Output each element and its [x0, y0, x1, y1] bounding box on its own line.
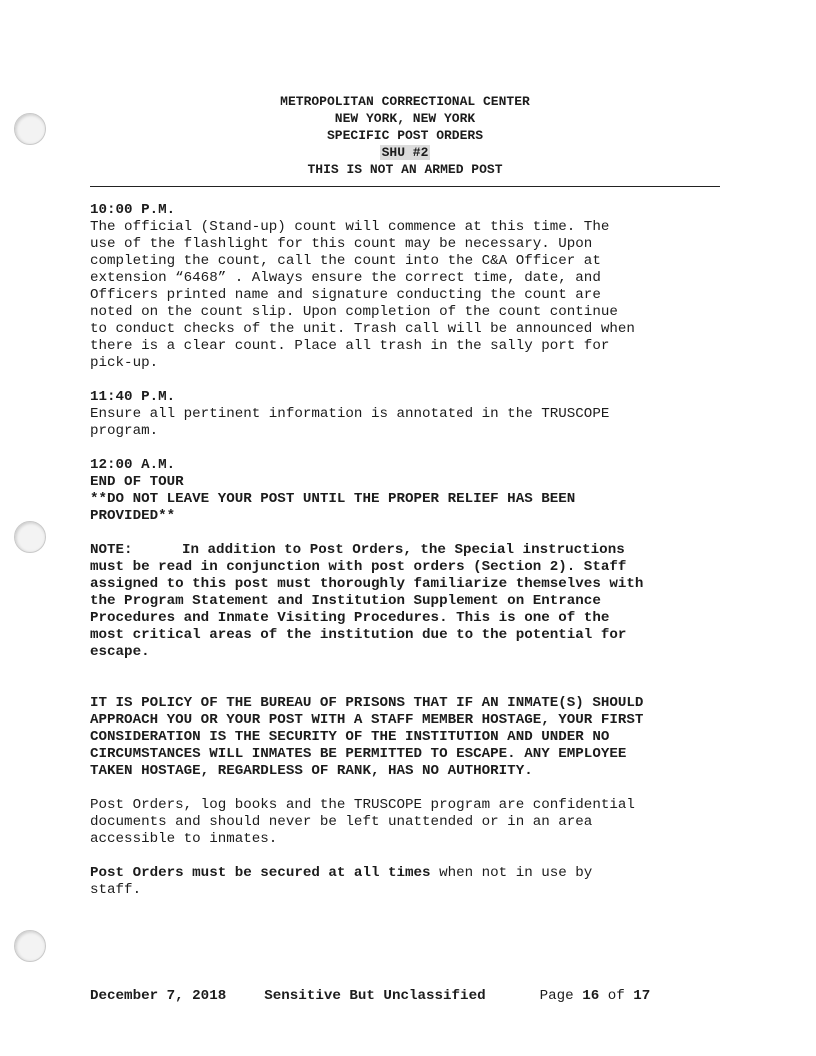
text-line: to conduct checks of the unit. Trash call will be announced when — [90, 321, 635, 337]
post-name-highlight: SHU #2 — [381, 145, 429, 160]
end-of-tour-label: END OF TOUR — [90, 474, 184, 490]
text-line: the Program Statement and Institution Supplement on Entrance — [90, 593, 601, 609]
text-line: APPROACH YOU OR YOUR POST WITH A STAFF MEMBER HOSTAGE, YOUR FIRST — [90, 712, 644, 728]
note-label: NOTE: — [90, 542, 133, 558]
binder-hole — [14, 930, 46, 962]
text-line: Post Orders, log books and the TRUSCOPE program are confidential — [90, 797, 635, 813]
binder-hole — [14, 521, 46, 553]
text-line: completing the count, call the count into the C&A Officer at — [90, 253, 601, 269]
text-line: there is a clear count. Place all trash in the sally port for — [90, 338, 610, 354]
binder-hole — [14, 113, 46, 145]
text-line: most critical areas of the institution due to the potential for — [90, 627, 627, 643]
section-2340 — [90, 389, 730, 440]
text-line: escape. — [90, 644, 150, 660]
page-footer — [90, 988, 730, 1005]
confidential-block — [90, 797, 730, 848]
footer-page-number: 16 — [582, 988, 600, 1004]
header-armed-status: THIS IS NOT AN ARMED POST — [307, 162, 503, 177]
section-time: 12:00 A.M. — [90, 457, 176, 473]
text-line: must be read in conjunction with post orders (Section 2). Staff — [90, 559, 627, 575]
text-line: when not in use by — [430, 865, 593, 881]
header-post-name — [90, 144, 720, 161]
relief-warning: PROVIDED** — [90, 508, 176, 524]
text-line: TAKEN HOSTAGE, REGARDLESS OF RANK, HAS NO AUTHORITY. — [90, 763, 533, 779]
text-line: Officers printed name and signature conducting the count are — [90, 287, 601, 303]
secured-emphasis: Post Orders must be secured at all times — [90, 865, 431, 881]
footer-page-prefix: Page — [539, 988, 583, 1004]
secured-block — [90, 865, 730, 899]
text-line: assigned to this post must thoroughly familiarize themselves with — [90, 576, 644, 592]
text-line: In addition to Post Orders, the Special instructions — [182, 542, 625, 558]
text-line: Ensure all pertinent information is annotated in the TRUSCOPE — [90, 406, 610, 422]
footer-date: December 7, 2018 — [90, 988, 227, 1004]
section-time: 11:40 P.M. — [90, 389, 176, 405]
footer-classification: Sensitive But Unclassified — [264, 988, 486, 1004]
header-doc-type: SPECIFIC POST ORDERS — [326, 128, 484, 143]
document-header — [90, 93, 720, 178]
header-divider — [90, 186, 720, 187]
text-line: IT IS POLICY OF THE BUREAU OF PRISONS THAT IF AN INMATE(S) SHOULD — [90, 695, 644, 711]
text-line: program. — [90, 423, 159, 439]
post-orders-body — [90, 202, 730, 916]
hostage-policy-block — [90, 695, 730, 780]
text-line: use of the flashlight for this count may be necessary. Upon — [90, 236, 593, 252]
text-line: extension “6468” . Always ensure the correct time, date, and — [90, 270, 601, 286]
footer-page-of: of — [599, 988, 634, 1004]
header-institution: METROPOLITAN CORRECTIONAL CENTER — [280, 94, 530, 109]
text-line: The official (Stand-up) count will commence at this time. The — [90, 219, 610, 235]
section-time: 10:00 P.M. — [90, 202, 176, 218]
text-line: staff. — [90, 882, 142, 898]
text-line: CONSIDERATION IS THE SECURITY OF THE INSTITUTION AND UNDER NO — [90, 729, 610, 745]
text-line: CIRCUMSTANCES WILL INMATES BE PERMITTED TO ESCAPE. ANY EMPLOYEE — [90, 746, 627, 762]
note-block — [90, 542, 730, 661]
relief-warning: **DO NOT LEAVE YOUR POST UNTIL THE PROPER RELIEF HAS BEEN — [90, 491, 576, 507]
footer-page-total: 17 — [633, 988, 651, 1004]
text-line: documents and should never be left unattended or in an area — [90, 814, 593, 830]
text-line: accessible to inmates. — [90, 831, 278, 847]
header-location: NEW YORK, NEW YORK — [334, 111, 476, 126]
text-line: pick-up. — [90, 355, 159, 371]
section-2200 — [90, 202, 730, 372]
section-end-of-tour — [90, 457, 730, 525]
text-line: Procedures and Inmate Visiting Procedures. This is one of the — [90, 610, 610, 626]
text-line: noted on the count slip. Upon completion of the count continue — [90, 304, 618, 320]
